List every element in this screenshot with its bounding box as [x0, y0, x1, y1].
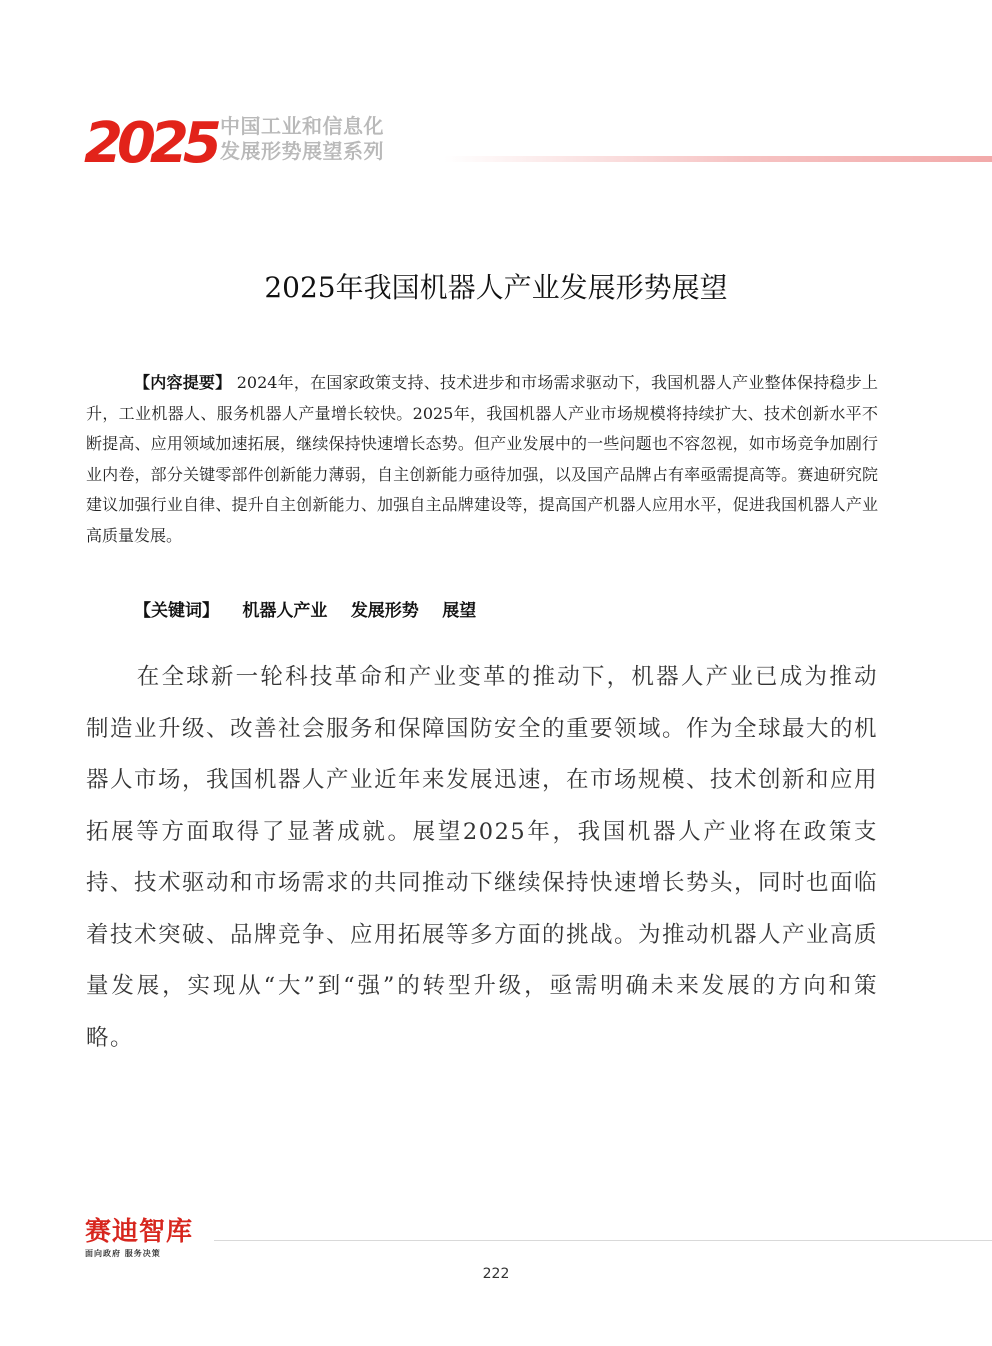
keyword-item: 展望	[442, 601, 477, 621]
footer-divider	[214, 1240, 992, 1241]
footer-logo	[85, 1218, 193, 1259]
body-paragraph-text: 在全球新一轮科技革命和产业变革的推动下，机器人产业已成为推动制造业升级、改善社会服务和保障国防安全的重要领域。作为全球最大的机器人市场，我国机器人产业近年来发展迅速，在市场规模、技术创新和应用拓展等方面取得了显著成就。展望2025年，我国机器人产业将在政策支持、技术驱动和市场需求的共同推动下继续保持快速增长势头，同时也面临着技术突破、品牌竞争、应用拓展等多方面的挑战。为推动机器人产业高质量发展，实现从“大”到“强”的转型升级，亟需明确未来发展的方向和策略。	[86, 664, 879, 1051]
footer-brand: 赛迪智库	[85, 1217, 194, 1247]
abstract-text: 2024年，在国家政策支持、技术进步和市场需求驱动下，我国机器人产业整体保持稳步上升，工业机器人、服务机器人产量增长较快。2025年，我国机器人产业市场规模将持续扩大、技术创新水平不断提高、应用领域加速拓展，继续保持快速增长态势。但产业发展中的一些问题也不容忽视，如市场竞争加剧行业内卷，部分关键零部件创新能力薄弱，自主创新能力亟待加强，以及国产品牌占有率亟需提高等。赛迪研究院建议加强行业自律、提升自主创新能力、加强自主品牌建设等，提高国产机器人应用水平，促进我国机器人产业高质量发展。	[86, 373, 878, 545]
footer-slogan: 面向政府 服务决策	[85, 1249, 161, 1258]
header-accent-bar	[444, 156, 992, 162]
year-logo	[84, 111, 216, 176]
keyword-item: 机器人产业	[242, 601, 328, 621]
page-number: 222	[482, 1266, 510, 1282]
page-header	[84, 111, 992, 176]
abstract	[86, 368, 878, 551]
series-title	[220, 114, 384, 164]
keywords-tag: 【关键词】	[134, 601, 219, 621]
year-logo-text: 2025	[84, 111, 216, 176]
page-title: 2025年我国机器人产业发展形势展望	[264, 271, 728, 304]
series-title-line1: 中国工业和信息化	[220, 114, 384, 138]
abstract-tag: 【内容提要】	[134, 373, 232, 392]
body-paragraph	[86, 652, 878, 1064]
series-title-line2: 发展形势展望系列	[220, 139, 384, 163]
keywords	[134, 596, 476, 621]
keyword-item: 发展形势	[350, 601, 419, 621]
